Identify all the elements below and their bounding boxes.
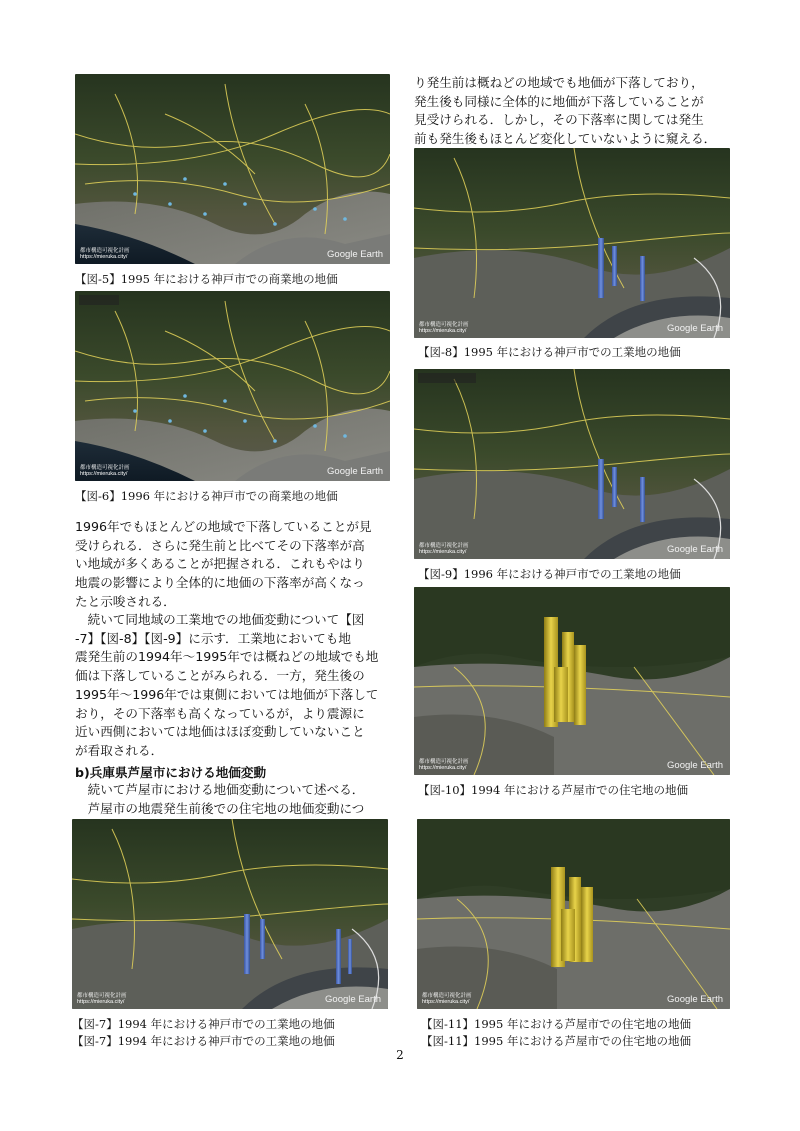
figure-8-map: [414, 148, 730, 338]
google-earth-logo: Google Earth: [667, 544, 723, 555]
map-source-label: 都市構造可視化計画 https://mieruka.city/: [419, 543, 469, 555]
left-paragraph-3: 続いて芦屋市における地価変動について述べる． 芦屋市の地震発生前後での住宅地の地価変動につ: [75, 782, 365, 816]
kobe-industrial-map-1994: [72, 819, 388, 1009]
kobe-industrial-map-1995: [414, 148, 730, 338]
figure-7-caption: 【図-7】1994 年における神戸市での工業地の地価: [72, 1017, 335, 1031]
section-heading-ashiya: b)兵庫県芦屋市における地価変動: [75, 765, 267, 780]
google-earth-logo: Google Earth: [667, 323, 723, 334]
figure-7-caption-repeat: 【図-7】1994 年における神戸市での工業地の地価: [72, 1034, 335, 1048]
page-number: 2: [396, 1048, 404, 1062]
figure-6-map: [75, 291, 390, 481]
figure-9-map: [414, 369, 730, 559]
map-source-label: 都市構造可視化計画 https://mieruka.city/: [419, 322, 469, 334]
right-paragraph-1: り発生前は概ねどの地域でも地価が下落しており， 発生後も同様に全体的に地価が下落していることが 見受けられる．しかし，その下落率に関しては発生 前も発生後もほとんど変化していないように窺える．: [414, 75, 717, 147]
figure-9-caption: 【図-9】1996 年における神戸市での工業地の地価: [418, 567, 681, 581]
left-paragraph-2: 続いて同地域の工業地での地価変動について【図 -7】【図-8】【図-9】に示す．工業地においても地 震発生前の1994年〜1995年では概ねどの地域でも地 価は下落していることがみられる．一方，発生後の 1995年〜1996年では東側においては地価が下落して おり，その下落率も高くなっているが，より震源に 近い西側においては地価はほぼ変動していないこと が看取される．: [75, 612, 379, 758]
google-earth-logo: Google Earth: [327, 466, 383, 477]
google-earth-logo: Google Earth: [667, 994, 723, 1005]
map-source-label: 都市構造可視化計画 https://mieruka.city/: [80, 248, 130, 260]
figure-8-caption: 【図-8】1995 年における神戸市での工業地の地価: [418, 345, 681, 359]
map-source-label: 都市構造可視化計画 https://mieruka.city/: [80, 465, 130, 477]
kobe-industrial-map-1996: [414, 369, 730, 559]
google-earth-logo: Google Earth: [325, 994, 381, 1005]
map-source-label: 都市構造可視化計画 https://mieruka.city/: [422, 993, 472, 1005]
google-earth-logo: Google Earth: [327, 249, 383, 260]
figure-11-caption-repeat: 【図-11】1995 年における芦屋市での住宅地の地価: [421, 1034, 691, 1048]
kobe-commercial-map-1996: [75, 291, 390, 481]
figure-10-caption: 【図-10】1994 年における芦屋市での住宅地の地価: [418, 783, 688, 797]
figure-7-map: [72, 819, 388, 1009]
ashiya-residential-map-1995: [417, 819, 730, 1009]
figure-5-caption: 【図-5】1995 年における神戸市での商業地の地価: [75, 272, 338, 286]
ashiya-residential-map-1994: [414, 587, 730, 775]
map-source-label: 都市構造可視化計画 https://mieruka.city/: [77, 993, 127, 1005]
left-paragraph-1: 1996年でもほとんどの地域で下落していることが見 受けられる．さらに発生前と比べてその下落率が高 い地域が多くあることが把握される．これもやはり 地震の影響により全体的に地価の下落率が高くなっ たと示唆される．: [75, 519, 372, 609]
google-earth-logo: Google Earth: [667, 760, 723, 771]
figure-11-caption: 【図-11】1995 年における芦屋市での住宅地の地価: [421, 1017, 691, 1031]
figure-5-map: [75, 74, 390, 264]
figure-6-caption: 【図-6】1996 年における神戸市での商業地の地価: [75, 489, 338, 503]
figure-10-map: [414, 587, 730, 775]
figure-11-map: [417, 819, 730, 1009]
kobe-commercial-map-1995: [75, 74, 390, 264]
map-source-label: 都市構造可視化計画 https://mieruka.city/: [419, 759, 469, 771]
